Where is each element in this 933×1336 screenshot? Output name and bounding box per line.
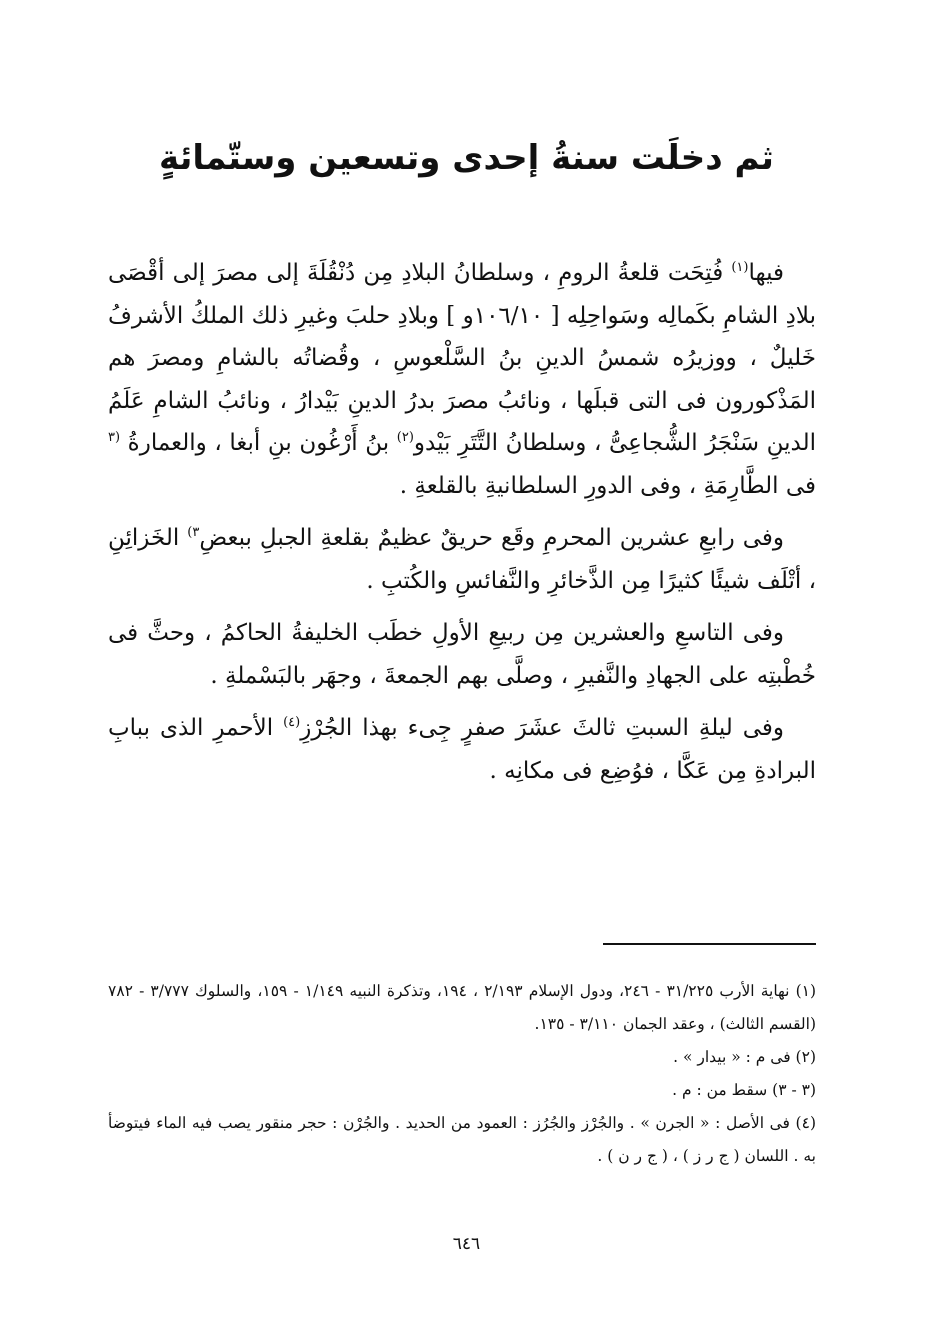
- paragraph-4-part-a: وفى ليلةِ السبتِ ثالثَ عشَرَ صفرٍ جِىء بهذا الجُرْزِ: [300, 715, 784, 741]
- paragraph-1: [108, 252, 816, 507]
- footnote-1: (١) نهاية الأرب ٣١/٢٢٥ - ٢٤٦، ودول الإسلام ٢/١٩٣ ، ١٩٤، وتذكرة النبيه ١/١٤٩ - ١٥٩، والسلوك ٣/٧٧٧ - ٧٨٢ (القسم الثالث) ، وعقد الجمان ٣/١١٠ - ١٣٥.: [108, 982, 817, 1033]
- paragraph-1-part-d: فى الطَّارِمَةِ ، وفى الدورِ السلطانيةِ بالقلعةِ .: [399, 472, 816, 499]
- main-text: [108, 252, 816, 802]
- page-number: ٦٤٦: [452, 1234, 481, 1254]
- footnote-3: (٣ - ٣) سقط من : م .: [672, 1081, 816, 1099]
- paragraph-2-part-b: الخَزائِنِ ، أتْلَف شيئًا كثيرًا مِن الذَّخائرِ والنَّفائسِ والكُتبِ .: [108, 525, 816, 594]
- paragraph-1-part-b: فُتِحَت قلعةُ الرومِ ، وسلطانُ البلادِ مِن دُنْقُلَةَ إلى مصرَ إلى أقْصَى بلادِ الشامِ بكَمالِه وسَواحِلِه [ ١٠٦/١٠و ] وبلادِ حلبَ وغيرِ ذلك الملكُ الأشرفُ خَليلٌ ، ووزيرُه شمسُ الدينِ بنُ السَّلْعوسِ ، وقُضاتُه بالشامِ ومصرَ هم المَذْكورون فى التى قبلَها ، ونائبُ مصرَ بدرُ الدينِ بَيْدارُ ، ونائبُ الشامِ عَلَمُ الدينِ سَنْجَرُ الشُّجاعِىُّ ، وسلطانُ التَّتَرِ بَيْدو: [108, 260, 816, 456]
- footnote-2: (٢) فى م : « بيدار » .: [673, 1048, 816, 1066]
- footnote-ref-2[interactable]: (٢): [396, 430, 414, 445]
- paragraph-1-part-a: فيها: [748, 260, 784, 286]
- footnote-ref-3-close[interactable]: ٣): [187, 525, 200, 540]
- paragraph-2: [108, 517, 816, 602]
- footnotes: [108, 975, 816, 1173]
- paragraph-4-part-b: الأحمرِ الذى ببابِ البرادةِ مِن عَكَّا ، فوُضِع فى مكانِه .: [108, 715, 816, 784]
- footnote-ref-4[interactable]: (٤): [283, 715, 301, 730]
- paragraph-3: وفى التاسعِ والعشرين مِن ربيعِ الأولِ خطَب الخليفةُ الحاكمُ ، وحثَّ فى خُطْبتِه على الجهادِ والنَّفيرِ ، وصلَّى بهم الجمعةَ ، وجهَر بالبَسْملةِ .: [108, 620, 816, 689]
- paragraph-4: [108, 707, 816, 792]
- footnote-ref-3-open[interactable]: (٣: [108, 430, 121, 445]
- chapter-title: ثم دخلَت سنةُ إحدى وتسعين وستّمائةٍ: [159, 138, 774, 178]
- footnote-divider: [603, 943, 816, 945]
- paragraph-2-part-a: وفى رابعِ عشرين المحرمِ وقَع حريقٌ عظيمٌ بقلعةِ الجبلِ ببعضِ: [199, 525, 785, 551]
- footnote-ref-1[interactable]: (١): [731, 260, 749, 275]
- paragraph-1-part-c: بنُ أَرْغُون بنِ أبغا ، والعمارةُ: [120, 430, 397, 456]
- footnote-4: (٤) فى الأصل : « الجرن » . والجُرْز والجُرُز : العمود من الحديد . والجُرْن : حجر منقور يصب فيه الماء فيتوضأ به . اللسان ( ج ر ز ) ، ( ج ر ن ) .: [108, 1114, 816, 1165]
